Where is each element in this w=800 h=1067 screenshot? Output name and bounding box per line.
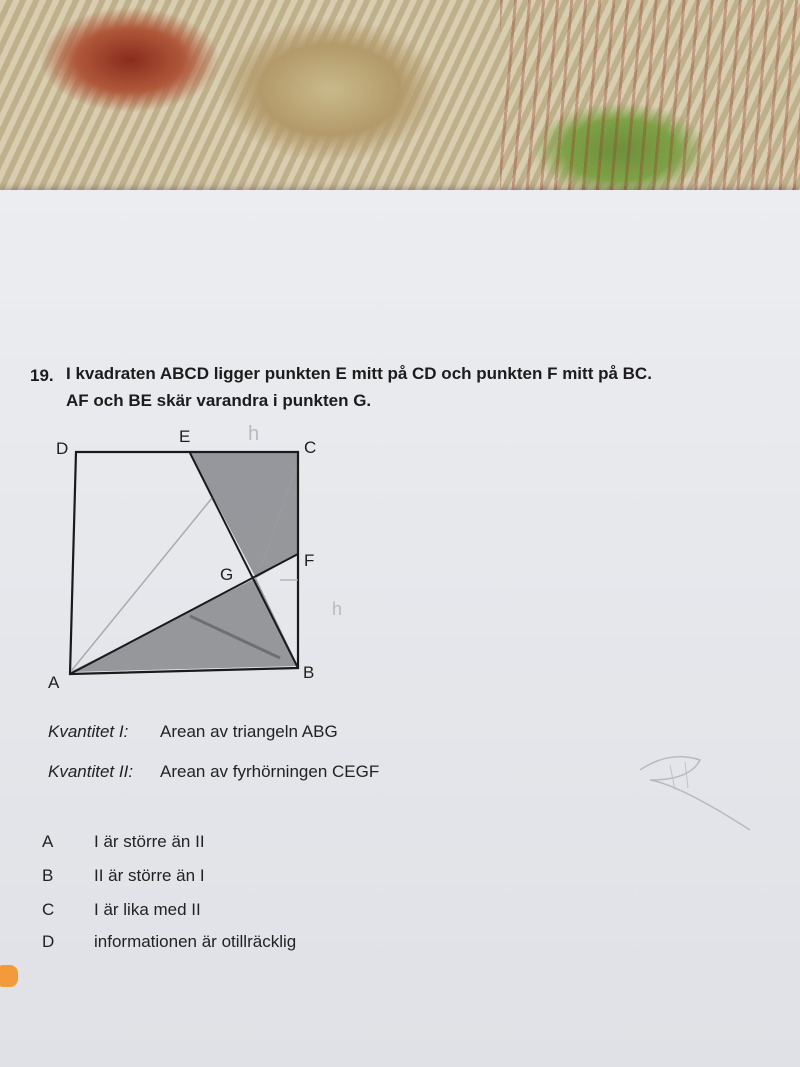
option-a[interactable] xyxy=(40,832,205,852)
quantity-2 xyxy=(48,762,379,782)
question-number: 19. xyxy=(30,366,54,385)
pencil-doodle xyxy=(630,740,760,840)
triangle-abg-shaded xyxy=(70,578,298,672)
label-a: A xyxy=(48,673,60,692)
quantity-1-label: Kvantitet I: xyxy=(48,722,129,741)
question-text-line-1: I kvadraten ABCD ligger punkten E mitt på CD och punkten F mitt på BC. xyxy=(66,364,652,383)
option-d-letter: D xyxy=(42,932,55,951)
option-c-letter: C xyxy=(42,900,55,919)
question-text-line-2: AF och BE skär varandra i punkten G. xyxy=(66,391,372,410)
option-c-text: I är lika med II xyxy=(94,900,201,919)
orange-sticker xyxy=(0,965,18,987)
quantity-1 xyxy=(48,722,338,742)
label-f: F xyxy=(304,551,315,570)
tablecloth-background xyxy=(0,0,800,200)
option-d[interactable] xyxy=(40,932,296,952)
pencil-mark-h-top: h xyxy=(248,423,260,445)
pencil-mark-h-right: h xyxy=(332,599,343,619)
label-b: B xyxy=(303,663,315,682)
label-c: C xyxy=(304,438,317,457)
option-c[interactable] xyxy=(40,900,201,920)
label-g: G xyxy=(220,565,234,584)
option-d-text: informationen är otillräcklig xyxy=(94,932,297,951)
option-b-letter: B xyxy=(42,866,54,885)
option-a-letter: A xyxy=(42,832,54,851)
tablecloth-stripes xyxy=(500,0,800,200)
label-d: D xyxy=(56,439,69,458)
square-figure xyxy=(40,420,343,700)
quantity-1-text: Arean av triangeln ABG xyxy=(160,722,338,741)
quantity-2-label: Kvantitet II: xyxy=(48,762,134,781)
option-b[interactable] xyxy=(40,866,205,886)
option-a-text: I är större än II xyxy=(94,832,205,851)
quantity-2-text: Arean av fyrhörningen CEGF xyxy=(160,762,380,781)
option-b-text: II är större än I xyxy=(94,866,205,885)
label-e: E xyxy=(179,427,191,446)
